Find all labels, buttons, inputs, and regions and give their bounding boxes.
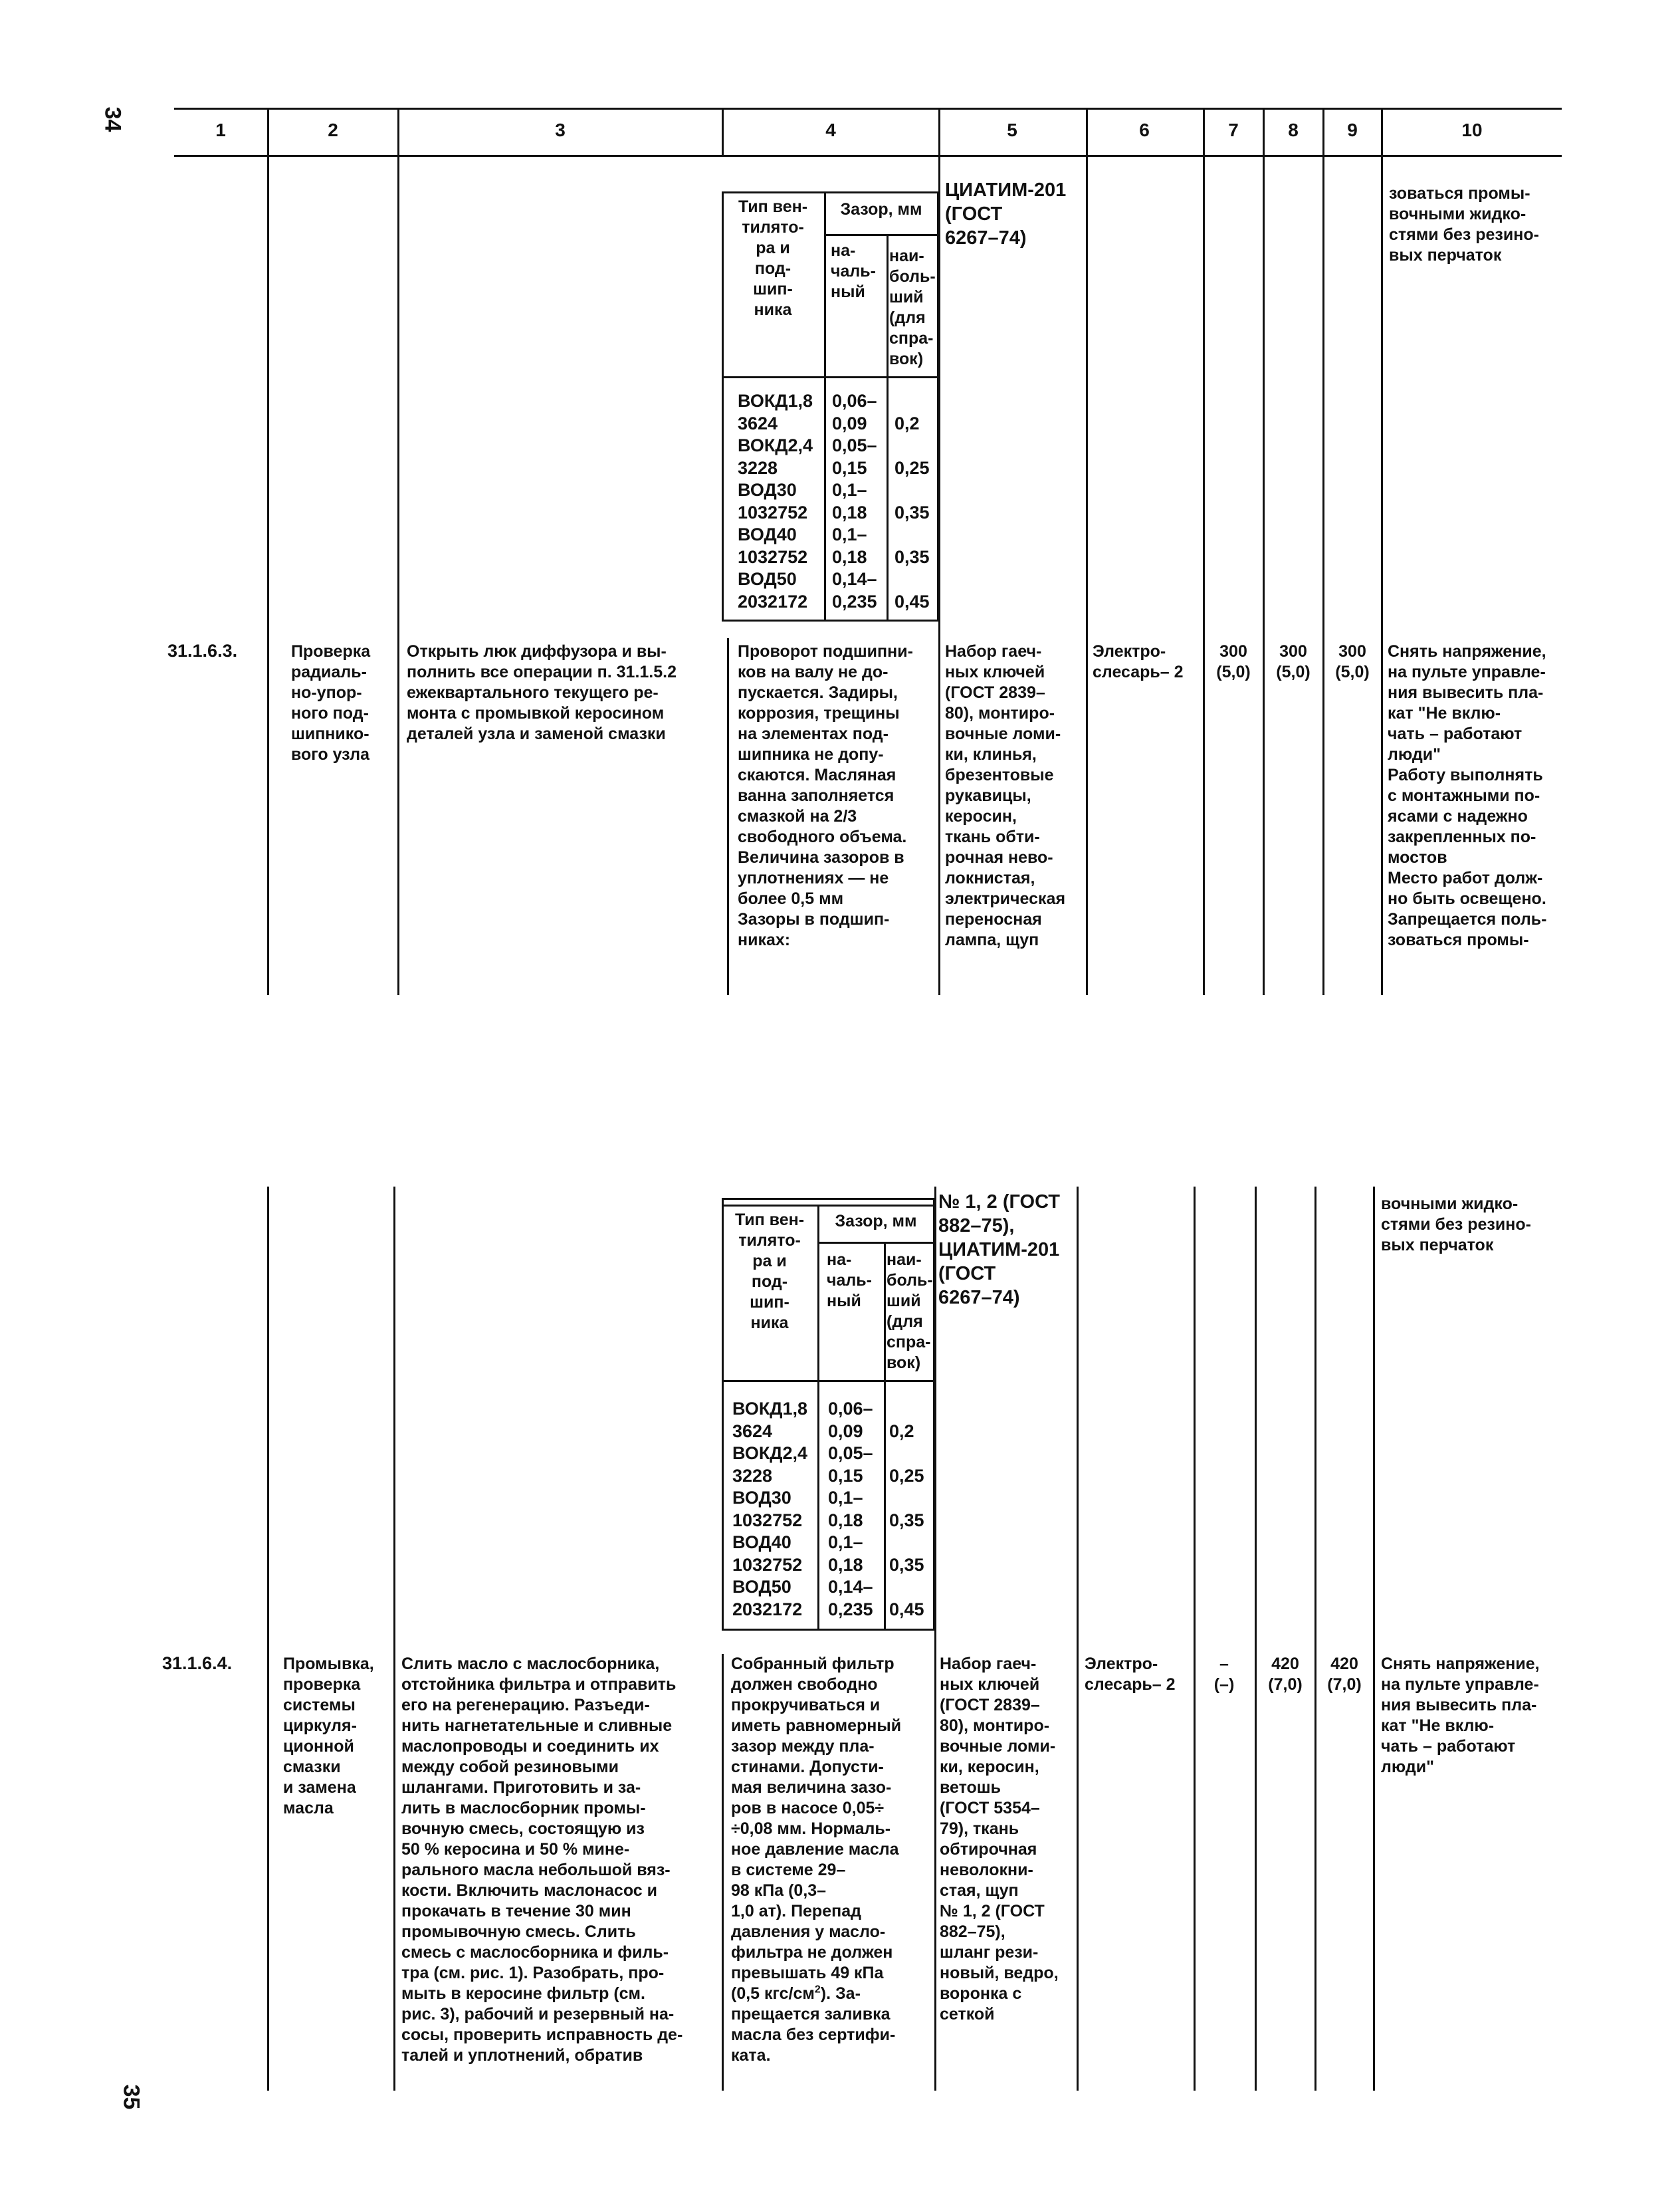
- inner-header-gap: Зазор, мм: [835, 1212, 917, 1230]
- row-number: 31.1.6.3.: [167, 641, 238, 661]
- block1-notes-top: зоваться промы- вочными жидко- стями без резино- вых перчаток: [1389, 184, 1539, 265]
- col-divider: [1322, 108, 1324, 995]
- col-divider: [1373, 1187, 1375, 2091]
- col-divider: [393, 1187, 395, 2091]
- col-header-10: 10: [1461, 120, 1483, 140]
- row-number: 31.1.6.4.: [162, 1653, 233, 1673]
- col-divider: [267, 1187, 269, 2091]
- row-col8: 300 (5,0): [1276, 642, 1311, 681]
- row-col7: – (–): [1213, 1655, 1235, 1694]
- header-bottom-rule: [174, 155, 1562, 157]
- req-superscript: 2: [814, 1984, 821, 1996]
- col-divider: [1314, 1187, 1316, 2091]
- inner-header-max: наи- боль- ший (для спра- вок): [887, 1250, 933, 1372]
- req-text-b: ). За- прещается заливка масла без сертифи- ката.: [731, 1984, 896, 2065]
- inner-types-column: ВОКД1,8 3624 ВОКД2,4 3228 ВОД30 1032752 ВОД40 1032752 ВОД50 2032172: [738, 391, 813, 612]
- row-tools: Набор гаеч- ных ключей (ГОСТ 2839– 80), монтиро- вочные ломи- ки, клинья, брезентовые рукавицы, керосин, ткань обти- рочная нево- локнистая, электрическая переносная лампа, щуп: [945, 642, 1066, 949]
- col-divider: [1381, 108, 1383, 995]
- col-divider: [727, 638, 729, 995]
- inner-initial-column: 0,06– 0,09 0,05– 0,15 0,1– 0,18 0,1– 0,18 0,14– 0,235: [828, 1399, 873, 1619]
- col-divider: [1203, 108, 1205, 995]
- inner-header-type: Тип вен- тилято- ра и под- шип- ника: [734, 1211, 805, 1332]
- row-col9: 420 (7,0): [1327, 1655, 1362, 1694]
- col-divider: [722, 1654, 724, 2091]
- col-divider: [1194, 1187, 1196, 2091]
- col-header-1: 1: [215, 120, 226, 140]
- page-number-top: 34: [100, 106, 126, 132]
- row-worker: Электро- слесарь– 2: [1093, 642, 1184, 681]
- inner-max-column: 0,2 0,25 0,35 0,35 0,45: [894, 413, 930, 612]
- inner-header-gap: Зазор, мм: [840, 200, 922, 219]
- inner-header-initial: на- чаль- ный: [827, 1250, 872, 1310]
- row-col8: 420 (7,0): [1268, 1655, 1303, 1694]
- col-header-8: 8: [1288, 120, 1299, 140]
- row-notes: Снять напряжение, на пульте управле- ния вывесить пла- кат "Не вклю- чать – работают люди" Работу выполнять с монтажными по- ясами с надежно закрепленных по- мостов Место работ долж- но быть освещено. Запрещается поль- зоваться промы-: [1388, 642, 1547, 949]
- row-requirements: [731, 1654, 901, 2066]
- inner-types-column: ВОКД1,8 3624 ВОКД2,4 3228 ВОД30 1032752 ВОД40 1032752 ВОД50 2032172: [732, 1399, 808, 1619]
- req-text-a: Собранный фильтр должен свободно прокручиваться и иметь равномерный зазор между пла- стинами. Допусти- мая величина зазо- ров в насосе 0,05÷ ÷0,08 мм. Нормаль- ное давление масла в системе 29– 98 кПа (0,3– 1,0 ат). Перепад давления у масло- фильтра не должен превышать 49 кПа (0,5 кгс/см: [731, 1655, 902, 2003]
- row-tools: Набор гаеч- ных ключей (ГОСТ 2839– 80), монтиро- вочные ломи- ки, керосин, ветошь (ГОСТ 5354– 79), ткань обтирочная неволокни- стая, щуп № 1, 2 (ГОСТ 882–75), шланг рези- новый, ведро, воронка с сеткой: [940, 1655, 1059, 2024]
- row-operations: Слить масло с маслосборника, отстойника фильтра и отправить его на регенерацию. Разъеди- нить нагнетательные и сливные маслопроводы и соединить их между собой резиновыми шлангами. Приготовить и за- лить в маслосборник промы- вочную смесь, состоящую из 50 % керосина и 50 % мине- рального масла небольшой вяз- кости. Включить маслонасос и прокачать в течение 30 мин промывочную смесь. Слить смесь с маслосборника и филь- тра (см. рис. 1). Разобрать, про- мыть в керосине фильтр (см. рис. 3), рабочий и резервный на- сосы, проверить исправность де- талей и уплотнений, обратив: [401, 1655, 683, 2065]
- col-header-5: 5: [1007, 120, 1017, 140]
- row-notes: Снять напряжение, на пульте управле- ния вывесить пла- кат "Не вклю- чать – работают люди": [1381, 1655, 1540, 1776]
- row-col9: 300 (5,0): [1335, 642, 1370, 681]
- col-divider: [1255, 1187, 1257, 2091]
- col-header-4: 4: [825, 120, 836, 140]
- row-operations: Открыть люк диффузора и вы- полнить все операции п. 31.1.5.2 ежеквартального текущего ре- монта с промывкой керосином деталей узла и заменой смазки: [407, 642, 677, 743]
- col-divider: [267, 108, 269, 995]
- row-worker: Электро- слесарь– 2: [1085, 1655, 1176, 1694]
- col-header-6: 6: [1139, 120, 1150, 140]
- col-divider: [397, 108, 399, 995]
- inner-header-type: Тип вен- тилято- ра и под- шип- ника: [738, 197, 808, 319]
- row-requirements: Проворот подшипни- ков на валу не до- пускается. Задиры, коррозия, трещины на элементах под- шипника не допу- скаются. Масляная ванна заполняется смазкой на 2/3 свободного объема. Величина зазоров в уплотнениях — не более 0,5 мм Зазоры в подшип- никах:: [738, 642, 913, 949]
- page-number-bottom: 35: [118, 2084, 144, 2110]
- col-divider: [1263, 108, 1265, 995]
- col-divider: [1086, 108, 1088, 995]
- inner-header-initial: на- чаль- ный: [831, 241, 876, 301]
- block2-materials-top: № 1, 2 (ГОСТ 882–75), ЦИАТИМ-201 (ГОСТ 6267–74): [938, 1191, 1061, 1308]
- col-header-2: 2: [328, 120, 338, 140]
- row-operation-name: Промывка, проверка системы циркуля- ционной смазки и замена масла: [283, 1655, 374, 1817]
- row-operation-name: Проверка радиаль- но-упор- ного под- шипнико- вого узла: [291, 642, 371, 764]
- col-header-3: 3: [555, 120, 566, 140]
- inner-initial-column: 0,06– 0,09 0,05– 0,15 0,1– 0,18 0,1– 0,18 0,14– 0,235: [832, 391, 877, 612]
- inner-max-column: 0,2 0,25 0,35 0,35 0,45: [889, 1421, 924, 1619]
- col-header-7: 7: [1228, 120, 1239, 140]
- inner-header-max: наи- боль- ший (для спра- вок): [889, 247, 936, 368]
- block1-materials-top: ЦИАТИМ-201 (ГОСТ 6267–74): [945, 179, 1067, 249]
- col-divider: [722, 108, 724, 155]
- block2-notes-top: вочными жидко- стями без резино- вых перчаток: [1381, 1195, 1531, 1254]
- header-top-rule: [174, 108, 1562, 110]
- col-divider: [1077, 1187, 1079, 2091]
- col-header-9: 9: [1347, 120, 1358, 140]
- row-col7: 300 (5,0): [1216, 642, 1251, 681]
